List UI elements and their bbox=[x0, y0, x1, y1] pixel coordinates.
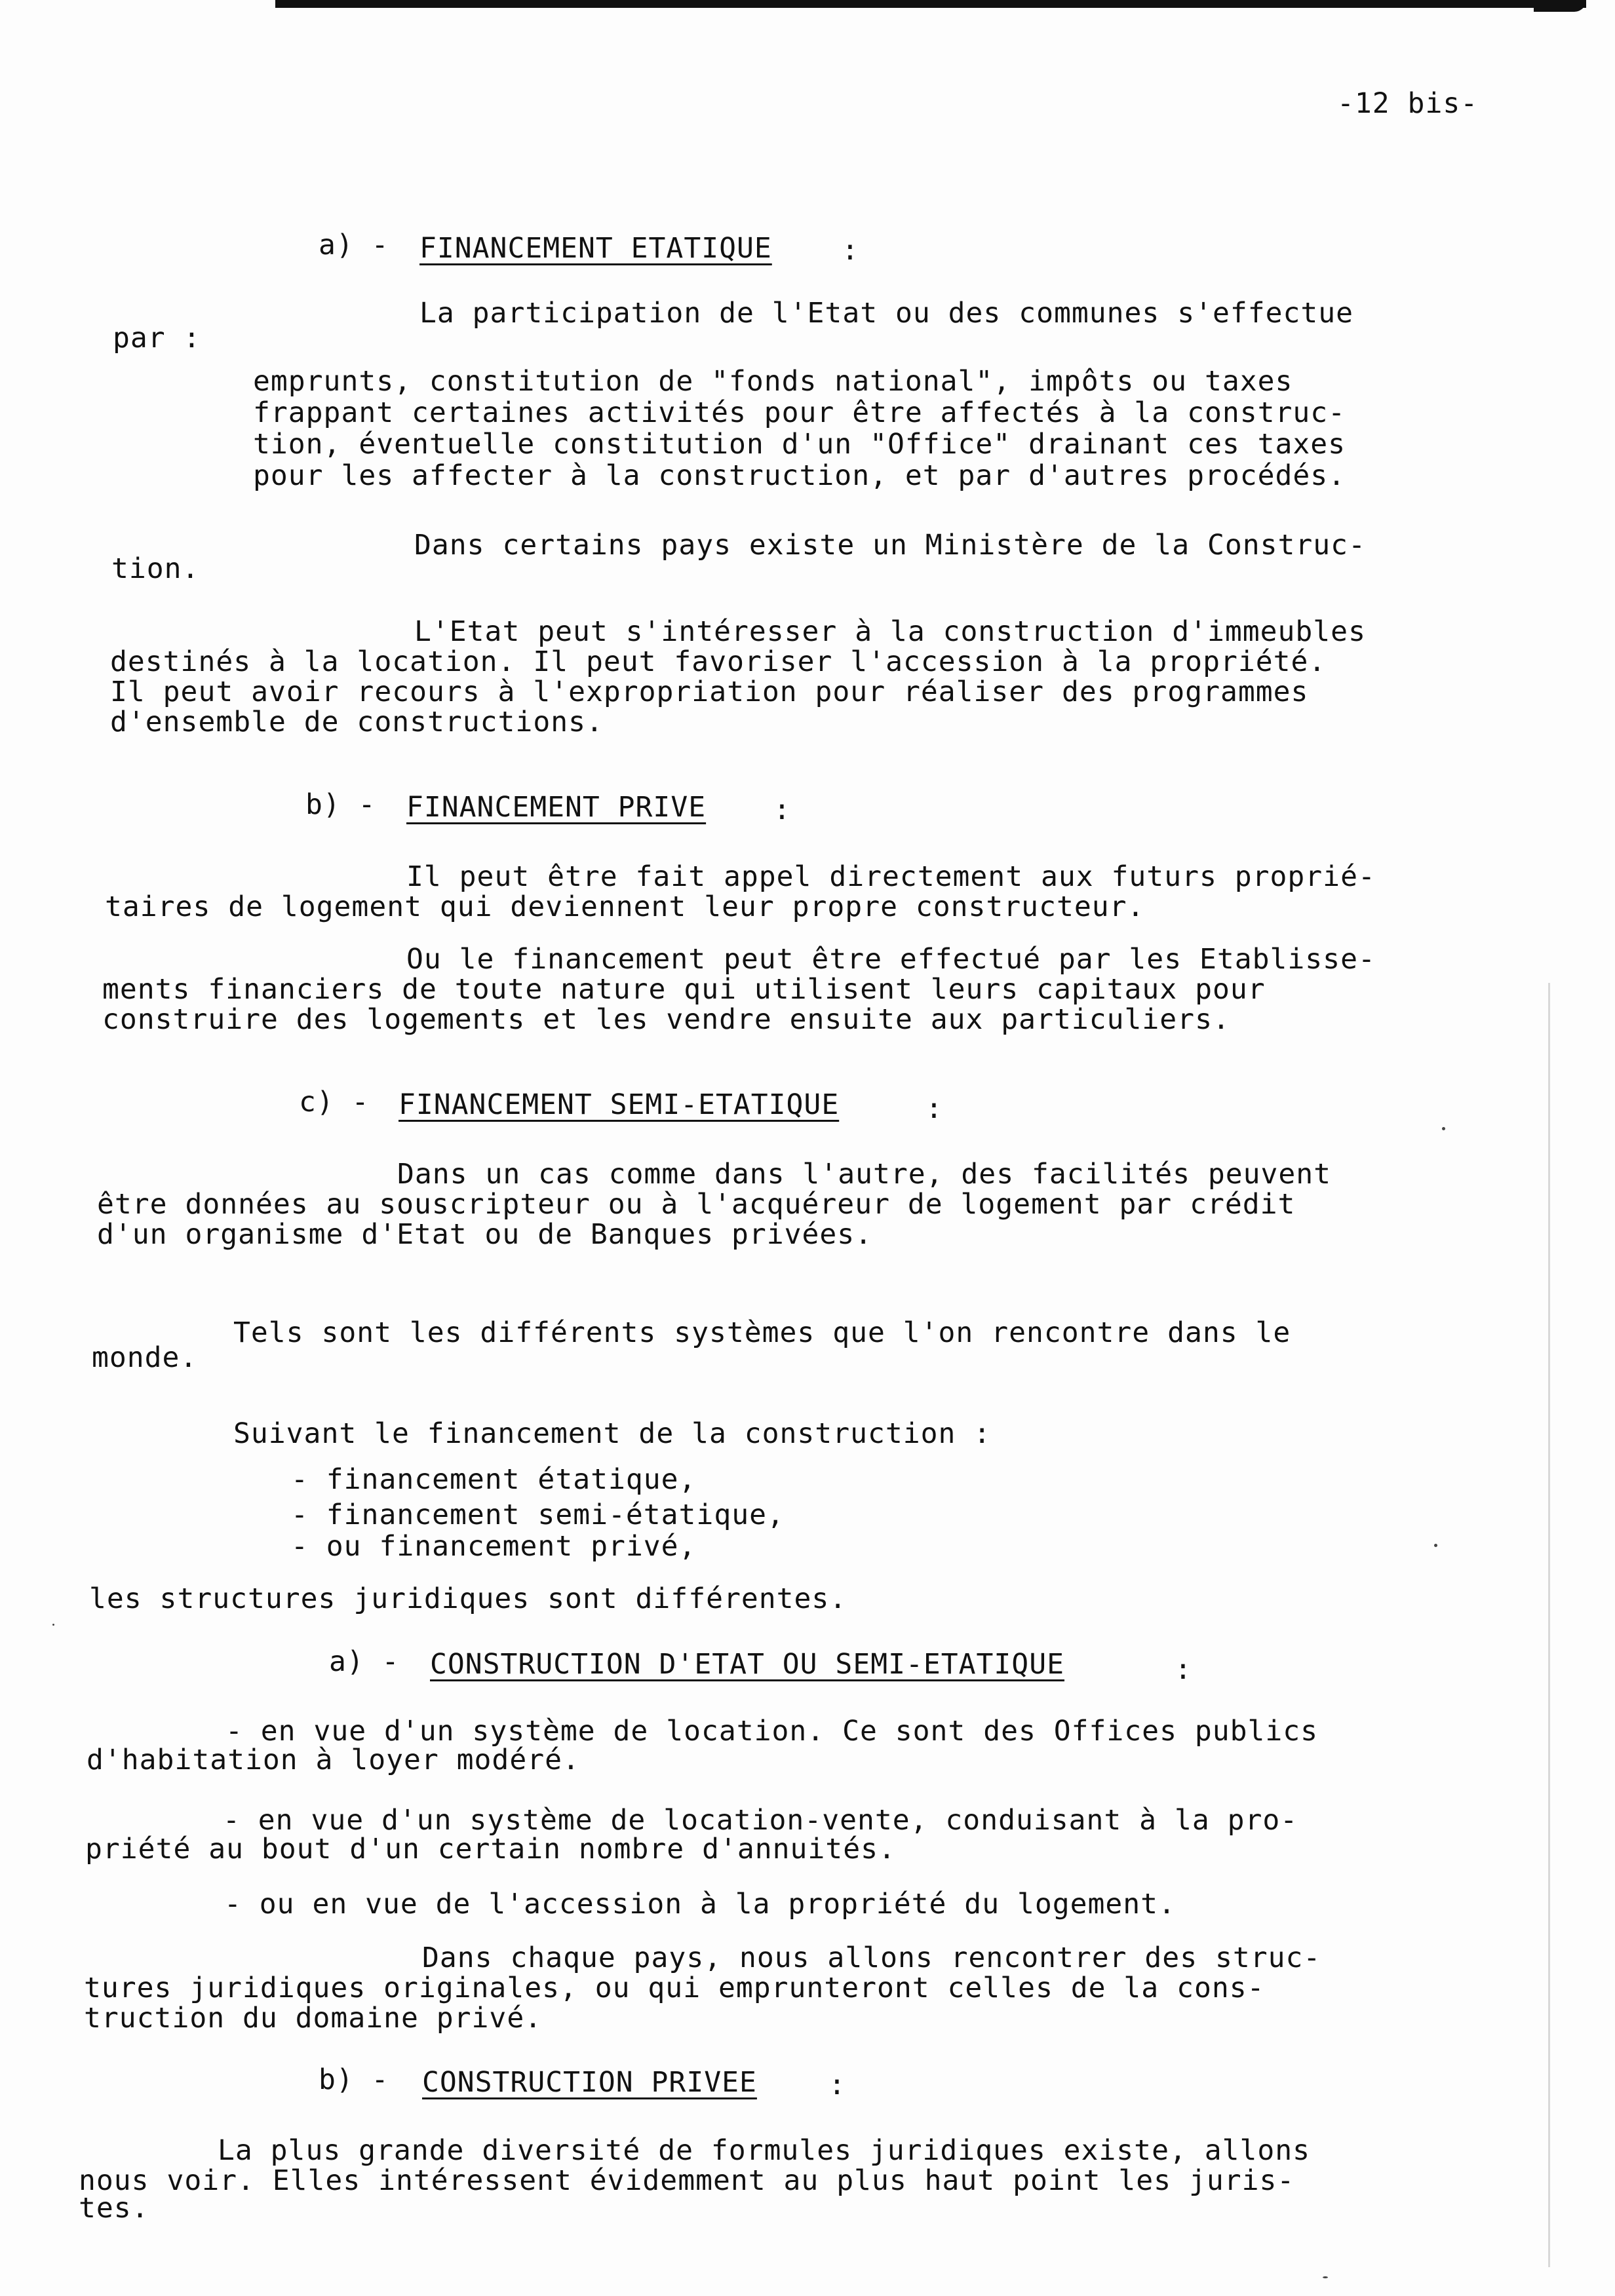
section-a-fin-p4-line2: destinés à la location. Il peut favoriser l'accession à la propriété. bbox=[110, 645, 1327, 678]
section-a-fin-p4-line1: L'Etat peut s'intéresser à la construction d'immeubles bbox=[414, 615, 1366, 648]
scan-speck bbox=[1323, 2276, 1328, 2278]
section-b-fin-p2-line3: construire des logements et les vendre ensuite aux particuliers. bbox=[102, 1003, 1230, 1036]
section-a-fin-p4-line4: d'ensemble de constructions. bbox=[110, 706, 604, 738]
section-b-cons-p-line3: tes. bbox=[79, 2192, 149, 2225]
systems-intro: Suivant le financement de la construction : bbox=[233, 1417, 992, 1450]
section-a-fin-p2-line4: pour les affecter à la construction, et par d'autres procédés. bbox=[253, 459, 1346, 492]
right-margin-line bbox=[1548, 983, 1550, 2267]
section-c-fin-p1-line1: Dans un cas comme dans l'autre, des facilités peuvent bbox=[397, 1158, 1332, 1191]
section-a-cons-colon: : bbox=[1175, 1653, 1192, 1686]
section-a-cons-item2-line2: priété au bout d'un certain nombre d'annuités. bbox=[85, 1833, 896, 1866]
section-c-fin-colon: : bbox=[925, 1092, 943, 1125]
section-b-fin-p2-line2: ments financiers de toute nature qui utilisent leurs capitaux pour bbox=[102, 973, 1266, 1006]
section-b-cons-p-line2: nous voir. Elles intéressent évidemment au plus haut point les juris- bbox=[79, 2164, 1295, 2197]
section-c-fin-p1-line3: d'un organisme d'Etat ou de Banques privées. bbox=[97, 1218, 873, 1251]
section-b-fin-colon: : bbox=[773, 794, 791, 826]
section-a-cons-item1-line1: - en vue d'un système de location. Ce sont des Offices publics bbox=[225, 1715, 1319, 1748]
section-a-cons-p-line1: Dans chaque pays, nous allons rencontrer des struc- bbox=[422, 1942, 1321, 1974]
scan-speck bbox=[52, 1624, 54, 1626]
section-b-cons-p-line1: La plus grande diversité de formules juridiques existe, allons bbox=[218, 2134, 1311, 2167]
top-border-rule-end bbox=[1534, 0, 1586, 12]
section-a-cons-item2-line1: - en vue d'un système de location-vente, conduisant à la pro- bbox=[223, 1804, 1298, 1837]
section-b-fin-label: b) - bbox=[305, 788, 376, 821]
top-border-rule bbox=[275, 0, 1586, 8]
section-b-fin-p1-line1: Il peut être fait appel directement aux futurs proprié- bbox=[406, 860, 1376, 893]
systems-list-item-2: - financement semi-étatique, bbox=[291, 1499, 785, 1531]
section-a-fin-p1-line1: La participation de l'Etat ou des communes s'effectue bbox=[419, 297, 1354, 330]
section-a-fin-p3-line2: tion. bbox=[111, 552, 200, 585]
section-a-cons-p-line2: tures juridiques originales, ou qui emprunteront celles de la cons- bbox=[84, 1972, 1265, 2004]
systems-list-item-1: - financement étatique, bbox=[291, 1463, 697, 1496]
section-b-fin-title: FINANCEMENT PRIVE bbox=[406, 791, 707, 824]
section-a-fin-p2-line3: tion, éventuelle constitution d'un "Office" drainant ces taxes bbox=[253, 428, 1346, 461]
section-c-fin-label: c) - bbox=[299, 1086, 370, 1119]
section-a-cons-item3: - ou en vue de l'accession à la propriété du logement. bbox=[224, 1888, 1176, 1921]
section-a-fin-p3-line1: Dans certains pays existe un Ministère de la Construc- bbox=[414, 529, 1366, 562]
section-a-cons-label: a) - bbox=[329, 1645, 400, 1678]
section-a-fin-p4-line3: Il peut avoir recours à l'expropriation pour réaliser des programmes bbox=[110, 676, 1309, 708]
section-c-fin-title: FINANCEMENT SEMI-ETATIQUE bbox=[399, 1088, 840, 1121]
systems-line2: monde. bbox=[92, 1341, 198, 1374]
page-number: -12 bis- bbox=[1337, 87, 1479, 120]
systems-conclusion: les structures juridiques sont différentes. bbox=[89, 1582, 847, 1615]
systems-line1: Tels sont les différents systèmes que l'on rencontre dans le bbox=[233, 1316, 1291, 1349]
section-a-cons-p-line3: truction du domaine privé. bbox=[84, 2002, 543, 2035]
section-a-fin-p1-par: par : bbox=[113, 322, 201, 354]
section-a-fin-p2-line2: frappant certaines activités pour être affectés à la construc- bbox=[253, 396, 1346, 429]
section-a-fin-p2-line1: emprunts, constitution de "fonds national", impôts ou taxes bbox=[253, 365, 1293, 398]
section-b-fin-p2-line1: Ou le financement peut être effectué par les Etablisse- bbox=[406, 943, 1376, 976]
section-b-cons-title: CONSTRUCTION PRIVEE bbox=[422, 2066, 757, 2099]
scan-speck bbox=[1434, 1544, 1437, 1547]
systems-list-item-3: - ou financement privé, bbox=[291, 1530, 697, 1563]
section-a-fin-label: a) - bbox=[319, 229, 389, 261]
section-b-cons-colon: : bbox=[828, 2069, 846, 2101]
section-b-fin-p1-line2: taires de logement qui deviennent leur propre constructeur. bbox=[105, 890, 1145, 923]
section-a-fin-colon: : bbox=[842, 234, 859, 267]
section-b-cons-label: b) - bbox=[319, 2063, 389, 2096]
section-a-cons-title: CONSTRUCTION D'ETAT OU SEMI-ETATIQUE bbox=[430, 1648, 1064, 1681]
section-a-fin-title: FINANCEMENT ETATIQUE bbox=[419, 232, 772, 265]
scan-speck bbox=[1442, 1127, 1445, 1130]
section-a-cons-item1-line2: d'habitation à loyer modéré. bbox=[87, 1744, 580, 1776]
section-c-fin-p1-line2: être données au souscripteur ou à l'acquéreur de logement par crédit bbox=[97, 1188, 1296, 1221]
